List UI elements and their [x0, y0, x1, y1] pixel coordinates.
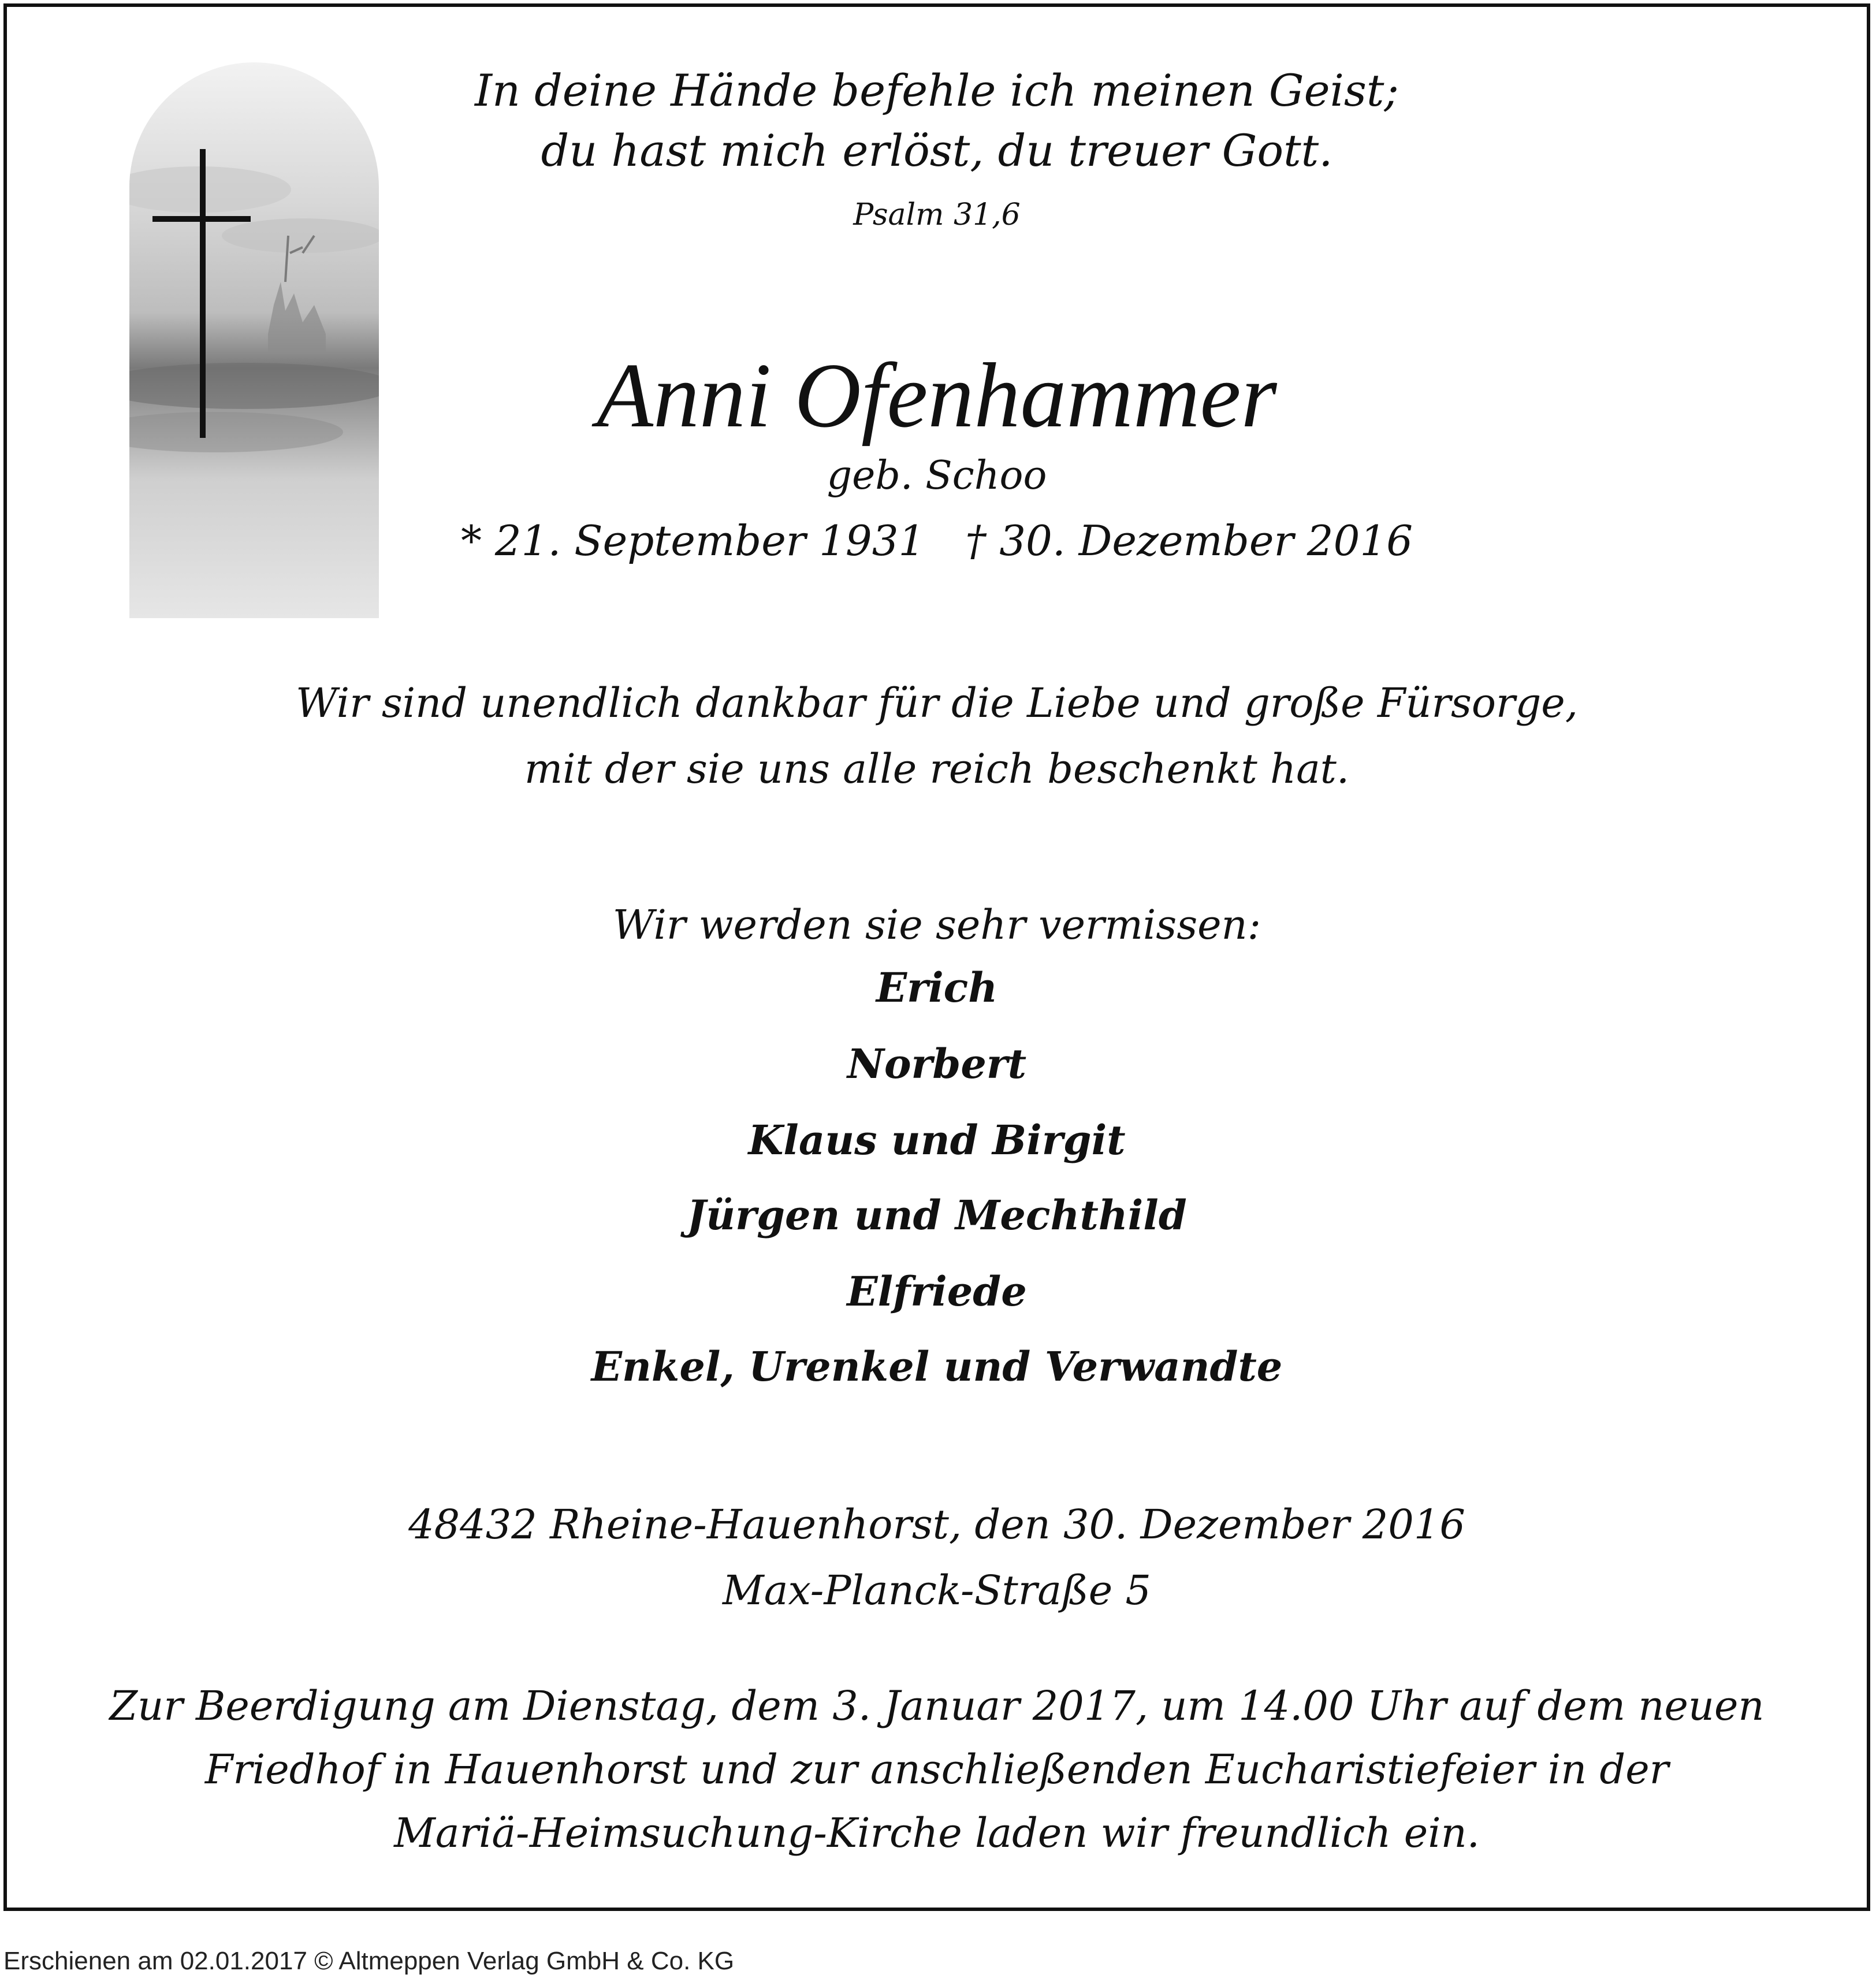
- mourner-name: Norbert: [847, 1040, 1027, 1088]
- gratitude-line-1: Wir sind unendlich dankbar für die Liebe und große Fürsorge,: [296, 679, 1578, 727]
- deceased-name: Anni Ofenhammer: [597, 344, 1277, 447]
- obituary-frame: [3, 3, 1870, 1911]
- funeral-line-1: Zur Beerdigung am Dienstag, dem 3. Januar 2017, um 14.00 Uhr auf dem neuen: [109, 1682, 1765, 1730]
- gratitude-line-2: mit der sie uns alle reich beschenkt hat.: [524, 745, 1350, 793]
- verse-line-2: du hast mich erlöst, du treuer Gott.: [541, 125, 1333, 176]
- birth-name: geb. Schoo: [827, 453, 1047, 499]
- funeral-line-3: Mariä-Heimsuchung-Kirche laden wir freundlich ein.: [394, 1809, 1480, 1857]
- mourners-intro: Wir werden sie sehr vermissen:: [612, 901, 1261, 949]
- mourner-name: Klaus und Birgit: [748, 1116, 1126, 1164]
- verse-line-1: In deine Hände befehle ich meinen Geist;: [474, 65, 1399, 116]
- birth-date: * 21. September 1931: [460, 516, 925, 565]
- funeral-line-2: Friedhof in Hauenhorst und zur anschließenden Eucharistiefeier in der: [204, 1746, 1669, 1793]
- mourner-name: Erich: [876, 964, 998, 1012]
- life-dates: [7, 516, 1867, 565]
- death-date: † 30. Dezember 2016: [965, 516, 1413, 565]
- mourner-name: Elfriede: [847, 1267, 1027, 1315]
- publication-footer: Erschienen am 02.01.2017 © Altmeppen Verlag GmbH & Co. KG: [3, 1947, 735, 1975]
- mourner-name: Enkel, Urenkel und Verwandte: [591, 1343, 1283, 1390]
- verse-reference: Psalm 31,6: [853, 198, 1021, 232]
- mourner-name: Jürgen und Mechthild: [687, 1191, 1187, 1239]
- address-line-1: 48432 Rheine-Hauenhorst, den 30. Dezember 2016: [408, 1501, 1465, 1548]
- address-line-2: Max-Planck-Straße 5: [723, 1567, 1151, 1614]
